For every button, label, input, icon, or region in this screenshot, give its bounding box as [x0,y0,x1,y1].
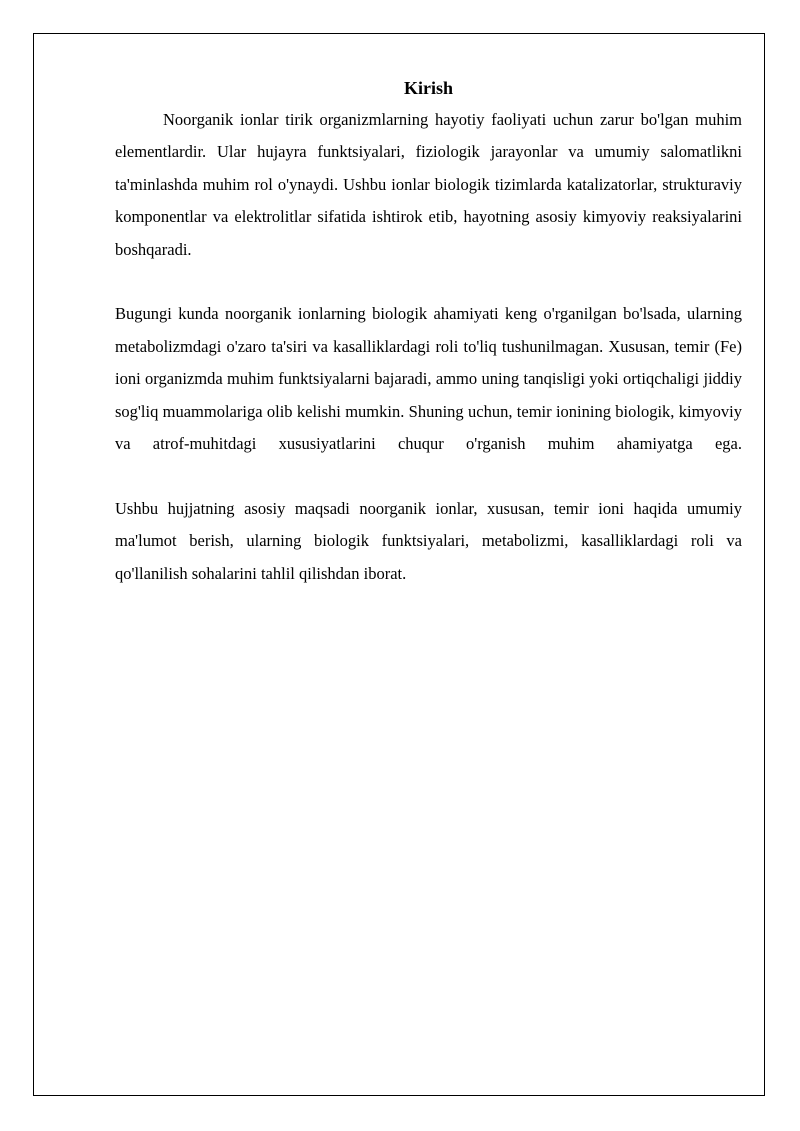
paragraph-intro: Noorganik ionlar tirik organizmlarning hayotiy faoliyati uchun zarur bo'lgan muhim elementlardir. Ular hujayra funktsiyalari, fiziologik jarayonlar va umumiy salomatlikni ta'minlashda muhim rol o'ynaydi. Ushbu ionlar biologik tizimlarda katalizatorlar, strukturaviy komponentlar va elektrolitlar sifatida ishtirok etib, hayotning asosiy kimyoviy reaksiyalarini boshqaradi. [115,110,742,259]
paragraph-spacer [115,460,742,492]
paragraph-purpose: Ushbu hujjatning asosiy maqsadi noorganik ionlar, xususan, temir ioni haqida umumiy ma'lumot berish, ularning biologik funktsiyalari, metabolizmi, kasalliklardagi roli va qo'llanilish sohalarini tahlil qilishdan iborat. [115,498,742,583]
document-body [115,76,742,590]
paragraph-spacer [115,266,742,298]
page-title: Kirish [403,78,453,98]
paragraph-context: Bugungi kunda noorganik ionlarning biologik ahamiyati keng o'rganilgan bo'lsada, ularning metabolizmdagi o'zaro ta'siri va kasalliklardagi roli to'liq tushunilmagan. Xususan, temir (Fe) ioni organizmda muhim funktsiyalarni bajaradi, ammo uning tanqisligi yoki ortiqchaligi jiddiy sog'liq muammolariga olib kelishi mumkin. Shuning uchun, temir ionining biologik, kimyoviy va atrof-muhitdagi xususiyatlarini chuqur o'rganish muhim ahamiyatga ega. [115,304,742,454]
